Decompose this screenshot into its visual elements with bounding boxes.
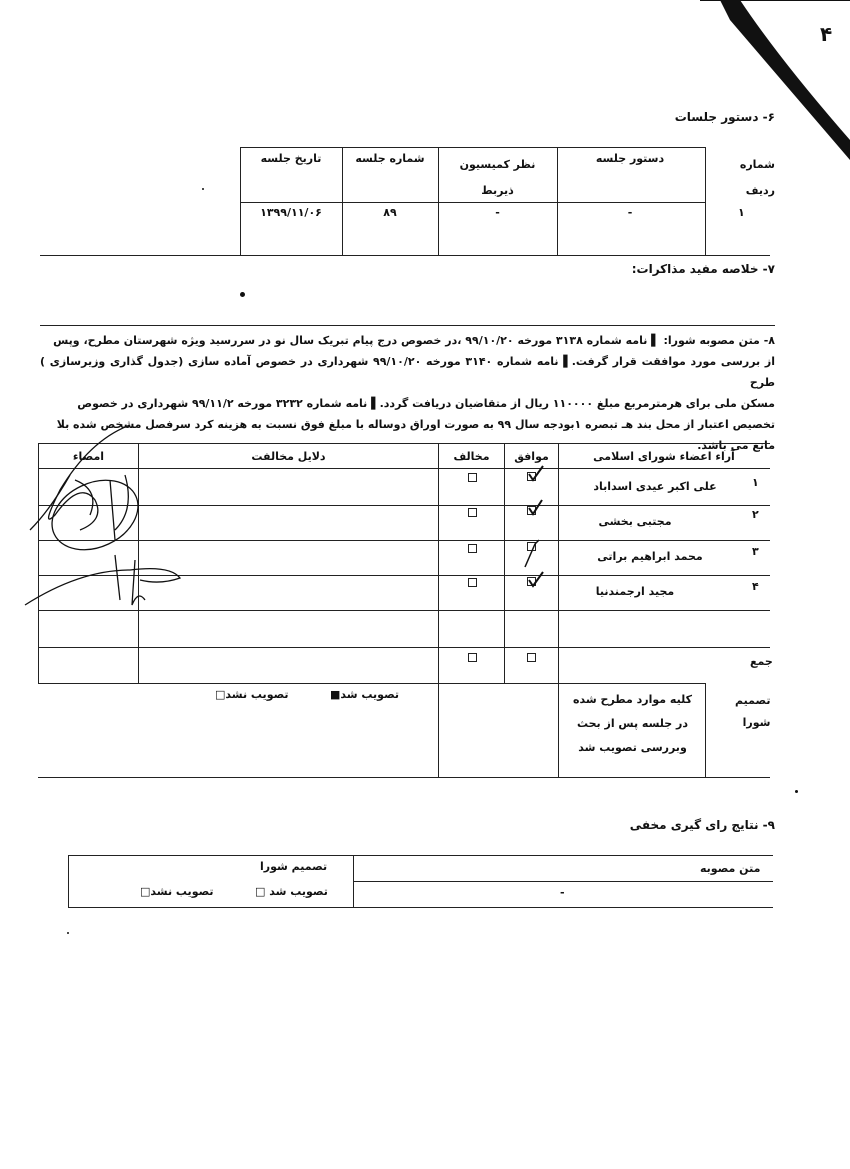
corner-mark: ۴ xyxy=(820,22,833,46)
member-no: ۳ xyxy=(752,545,759,558)
empty-box-icon: □ xyxy=(140,885,151,898)
member-no: ۴ xyxy=(752,580,759,593)
oppose-checkbox[interactable] xyxy=(468,473,477,482)
checked-box-icon: ■ xyxy=(330,688,341,701)
member-no: ۱ xyxy=(752,476,759,489)
scan-speck xyxy=(67,932,69,934)
header-agenda: دستور جلسه xyxy=(595,152,665,165)
approved-option[interactable]: تصویب شد■ xyxy=(330,688,400,701)
oppose-checkbox[interactable] xyxy=(468,653,477,662)
header-members: آراء اعضاء شورای اسلامی xyxy=(593,450,735,463)
empty-box-icon: □ xyxy=(215,688,226,701)
member-no: ۲ xyxy=(752,508,759,521)
member-signatures xyxy=(20,420,195,620)
total-label: جمع xyxy=(750,655,773,668)
secret-approved-option[interactable]: تصویب شد □ xyxy=(255,885,328,898)
header-agree: موافق xyxy=(514,450,549,463)
text-value: - xyxy=(560,886,565,899)
check-marks xyxy=(515,462,550,592)
decision-text: کلیه موارد مطرح شده در جلسه پس از بحث وبررسی تصویب شد xyxy=(573,693,692,754)
resolution-line: از بررسی مورد موافقت قرار گرفت.▌ نامه شماره ۳۱۴۰ مورخه ۹۹/۱۰/۲۰ شهرداری در خصوص آماده سازی (جدول گذاری وزیرسازی ) طرح xyxy=(40,355,775,389)
empty-box-icon: □ xyxy=(255,885,266,898)
row-session-date: ۱۳۹۹/۱۱/۰۶ xyxy=(260,206,322,219)
header-session-no: شماره جلسه xyxy=(355,152,425,165)
member-name: مجید ارجمندنیا xyxy=(595,585,675,598)
decision-header: تصمیم شورا xyxy=(260,860,328,873)
section6-title: ۶- دستور جلسات xyxy=(674,110,775,124)
oppose-checkbox[interactable] xyxy=(468,544,477,553)
member-name: علی اکبر عیدی اسداباد xyxy=(593,480,717,493)
row-no: ۱ xyxy=(738,206,745,219)
resolution-line: ۸- متن مصوبه شورا: ▌ نامه شماره ۳۱۳۸ مورخه ۹۹/۱۰/۲۰ ،در خصوص درج پیام تبریک سال نو در سررسید ویژه شهرستان مطرح، وپس xyxy=(53,334,775,347)
section7-title: ۷- خلاصه مفید مذاکرات: xyxy=(631,262,775,276)
header-oppose: مخالف xyxy=(453,450,490,463)
resolution-line: تخصیص اعتبار از محل بند هـ تبصره ۱بودجه سال ۹۹ به صورت اوراق دوساله با مبلغ فوق نسبت به هزینه کرد سرفصل مشخص شده بلا xyxy=(56,418,775,431)
scan-speck xyxy=(795,790,798,793)
row-commission: - xyxy=(495,206,500,219)
oppose-checkbox[interactable] xyxy=(468,508,477,517)
secret-rejected-option[interactable]: تصویب نشد□ xyxy=(140,885,214,898)
rejected-option[interactable]: تصویب نشد□ xyxy=(215,688,289,701)
scan-speck xyxy=(240,292,245,297)
row-agenda: - xyxy=(627,206,633,219)
header-session-date: تاریخ جلسه xyxy=(260,152,322,165)
header-commission: نظر کمیسیون ذیربط xyxy=(459,158,536,197)
section9-title: ۹- نتایج رای گیری مخفی xyxy=(629,818,775,832)
resolution-line: مانع می باشد. xyxy=(697,439,775,452)
resolution-line: مسکن ملی برای هرمترمربع مبلغ ۱۱۰۰۰۰ ریال از متقاضیان دریافت گردد.▌ نامه شماره ۳۲۳۲ مورخه ۹۹/۱۱/۲ شهرداری در خصوص xyxy=(77,397,775,410)
header-reasons: دلایل مخالفت xyxy=(251,450,326,463)
text-header: متن مصوبه xyxy=(700,862,761,875)
agree-checkbox[interactable] xyxy=(527,653,536,662)
header-signature: امضاء xyxy=(72,450,105,463)
decision-label: تصمیم شورا xyxy=(735,694,771,729)
member-name: محمد ابراهیم براتی xyxy=(597,550,703,563)
row-session-no: ۸۹ xyxy=(383,206,397,219)
scan-speck xyxy=(202,188,204,190)
member-name: مجتبی بخشی xyxy=(598,515,672,528)
oppose-checkbox[interactable] xyxy=(468,578,477,587)
header-row-no: شماره ردیف xyxy=(739,158,775,197)
